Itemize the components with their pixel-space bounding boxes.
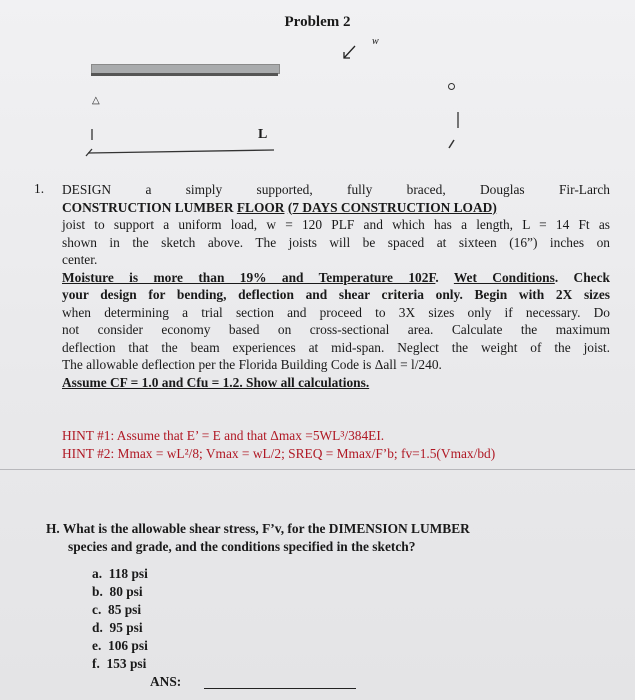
problem-line-4: shown in the sketch above. The joists will be spaced at sixteen (16”) inches on [62,234,610,250]
hint-2: HINT #2: Mmax = wL²/8; Vmax = wL/2; SREQ = Mmax/F’b; fv=1.5(Vmax/bd) [62,446,496,461]
beam-underline [91,73,278,76]
problem-number: 1. [34,181,45,196]
load-label: w [372,36,379,47]
word: braced, [406,182,446,197]
pin-support-icon: △ [92,95,100,106]
word: a [145,182,152,197]
word: fully [347,182,373,197]
problem-line-6: Moisture is more than 19% and Temperature 102F. Wet Conditions. Check [62,269,610,285]
problem-line-2: CONSTRUCTION LUMBER FLOOR (7 DAYS CONSTRUCTION LOAD) [62,199,497,215]
word: DESIGN [62,182,112,197]
problem-line-8: when determining a trial section and proceed to 3X sizes only if necessary. Do [62,304,610,320]
problem-line-9: not consider economy based on cross-sectional area. Calculate the maximum [62,322,610,337]
problem-line-5: center. [62,252,98,267]
problem-line-12: Assume CF = 1.0 and Cfu = 1.2. Show all calculations. [62,374,370,390]
problem-text [62,181,610,391]
hint-1: HINT #1: Assume that E’ = E and that Δmax =5WL³/384EI. [62,428,385,443]
beam-sketch [0,0,635,170]
question-label-2: species and grade, and the conditions specified in the sketch? [68,539,416,554]
word: Douglas [480,182,525,197]
word: supported, [256,182,313,197]
option-c: c. 85 psi [92,602,142,617]
option-f: f. 153 psi [92,656,147,671]
word: Fir-Larch [558,182,611,197]
option-b: b. 80 psi [92,584,143,599]
divider [0,469,635,470]
problem-line-1 [62,181,610,199]
page-title: Problem 2 [284,14,351,30]
word: simply [185,182,223,197]
roller-support-icon [448,83,455,90]
option-e: e. 106 psi [92,638,148,653]
answer-blank[interactable] [204,688,356,689]
answer-label: ANS: [150,674,182,689]
length-label: L [258,127,268,142]
problem-line-3: joist to support a uniform load, w = 120 PLF and which has a length, L = 14 Ft as [62,217,610,232]
problem-line-7: your design for bending, deflection and shear criteria only. Begin with 2X sizes [62,287,610,302]
option-a: a. 118 psi [92,566,148,581]
problem-line-11: The allowable deflection per the Florida Building Code is Δall = l/240. [62,357,442,372]
problem-line-10: deflection that the beam experiences at mid-span. Neglect the weight of the joist. [62,339,610,355]
question-label: H. What is the allowable shear stress, F’v, for the DIMENSION LUMBER [46,521,470,536]
option-d: d. 95 psi [92,620,143,635]
